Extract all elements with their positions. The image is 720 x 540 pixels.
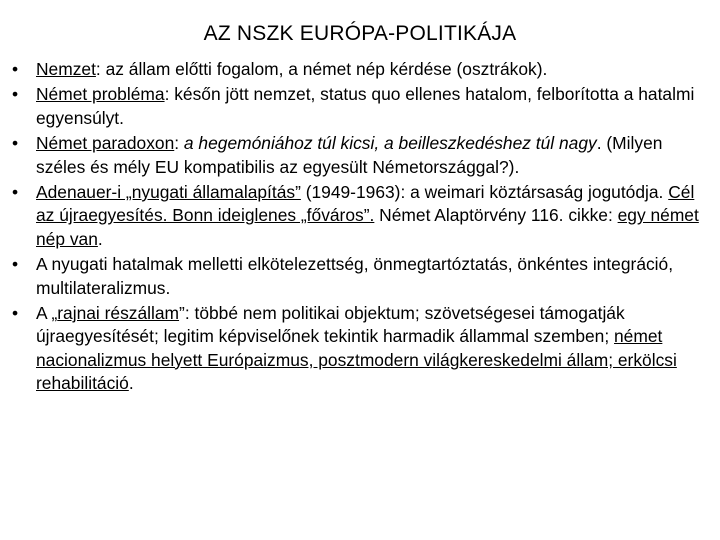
bullet-text-segment: Adenauer-i „nyugati államalapítás” [36,182,301,203]
bullet-dot: • [12,133,19,154]
bullet-text-segment: német nacionalizmus helyett Európaizmus, posztmodern világkereskedelmi állam; erkölcsi rehabilitáció [36,326,677,394]
bullet-dot: • [12,84,19,105]
bullet-text-segment: Német paradoxon [36,133,175,154]
bullet-dot: • [12,254,19,275]
bullet-dot: • [12,59,19,79]
bullet-item [10,253,708,300]
bullet-text-segment: . [128,373,134,394]
bullet-text-segment: Cél az újraegyesítés. Bonn ideiglenes „főváros”. [36,182,695,226]
bullet-text-segment: . [97,228,103,249]
bullet-item [10,181,708,251]
bullet-text-segment: A „ [36,303,58,324]
bullet-item [10,132,708,179]
bullet-text-segment: . (Milyen széles és mély EU kompatibilis az egyesült Németországgal?). [36,133,663,177]
bullet-text-segment: : [174,133,184,154]
bullet-text-segment: Német Alaptörvény 116. cikke: [374,205,618,226]
bullet-text-segment: : későn jött nemzet, status quo ellenes hatalom, felborította a hatalmi egyensúlyt. [36,84,695,128]
bullet-item [10,83,708,130]
bullet-list [10,58,708,398]
bullet-text-segment: Nemzet [36,59,96,79]
bullet-text-segment: A nyugati hatalmak melletti elkötelezettség, önmegtartóztatás, önkéntes integráció, multilateralizmus. [36,254,674,298]
bullet-item [10,58,708,81]
bullet-dot: • [12,182,19,203]
bullet-text-segment: : az állam előtti fogalom, a német nép kérdése (osztrákok). [95,59,548,79]
bullet-text-segment: ”: többé nem politikai objektum; szövetségesei támogatják újraegyesítését; legitim képviselőnek tekintik harmadik állammal szemben; [36,303,625,347]
bullet-dot: • [12,303,19,324]
bullet-text-segment: Német probléma [36,84,165,105]
bullet-text-segment: (1949-1963): a weimari köztársaság jogutódja. [300,182,669,203]
bullet-text-segment: a hegemóniához túl kicsi, a beilleszkedéshez túl nagy [183,133,597,154]
bullet-text-segment: rajnai részállam [57,303,180,324]
bullet-text-segment: egy német nép van [36,205,699,249]
bullet-item [10,302,708,396]
slide-title: AZ NSZK EURÓPA-POLITIKÁJA [203,22,517,45]
